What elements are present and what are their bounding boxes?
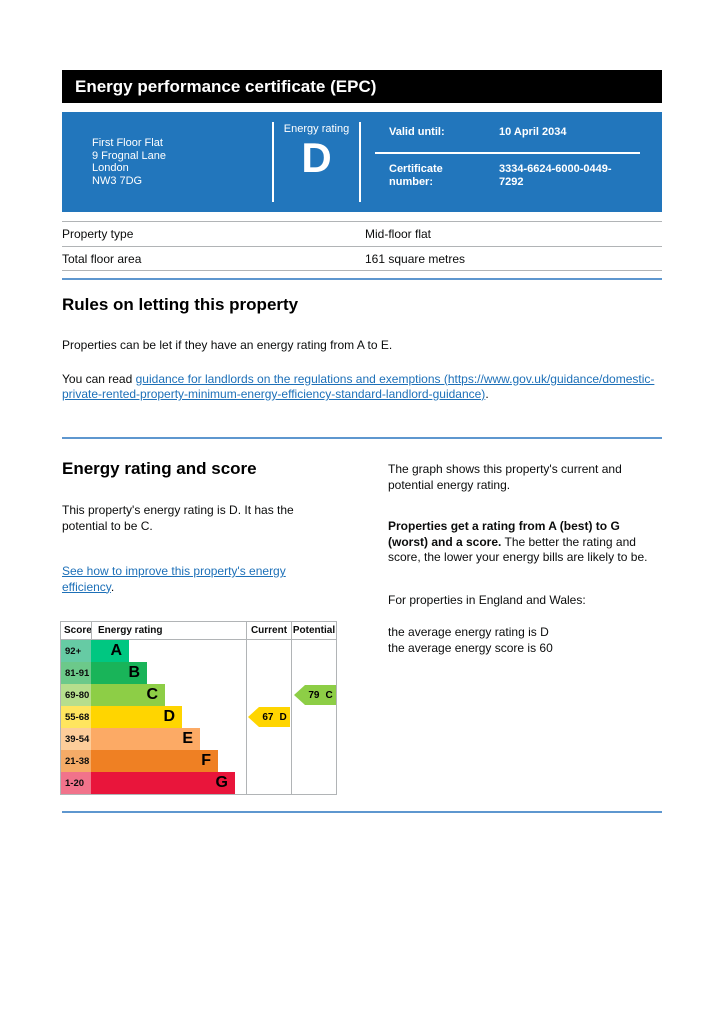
valid-until-value: 10 April 2034 xyxy=(499,126,567,138)
score-range: 92+ xyxy=(61,640,91,662)
band-bar-d xyxy=(91,706,182,728)
score-range: 69-80 xyxy=(61,684,91,706)
region-text: For properties in England and Wales: xyxy=(388,592,586,607)
energy-rating-label: Energy rating xyxy=(283,123,350,135)
epc-band-row-d xyxy=(61,706,336,728)
score-range: 55-68 xyxy=(61,706,91,728)
score-column-header: Score xyxy=(64,625,92,636)
address-line: London xyxy=(92,162,129,174)
rules-heading: Rules on letting this property xyxy=(62,295,299,314)
rating-column-header: Energy rating xyxy=(91,622,246,639)
average-score-line: the average energy score is 60 xyxy=(388,640,553,655)
current-score: 67 xyxy=(262,711,274,723)
arrow-tail xyxy=(248,707,259,727)
score-range: 1-20 xyxy=(61,772,91,794)
page-title: Energy performance certificate (EPC) xyxy=(75,77,377,96)
average-rating-text xyxy=(388,625,662,656)
chart-header-row xyxy=(61,622,336,640)
address-line: First Floor Flat xyxy=(92,137,163,149)
section-divider xyxy=(62,278,662,280)
address-line: NW3 7DG xyxy=(92,174,143,187)
band-bar-c xyxy=(91,684,165,706)
guidance-prefix: You can read xyxy=(62,371,136,386)
band-letter: F xyxy=(201,752,211,769)
section-divider xyxy=(62,437,662,439)
address-line: 9 Frognal Lane xyxy=(92,149,166,162)
table-row-floor-area xyxy=(62,246,662,271)
summary-panel xyxy=(62,112,662,212)
graph-intro-text: The graph shows this property's current and potential energy rating. xyxy=(388,462,622,492)
current-band-letter: D xyxy=(279,711,287,723)
current-column-header: Current xyxy=(246,622,291,639)
arrow-tail xyxy=(294,685,305,705)
rating-score-heading: Energy rating and score xyxy=(62,459,257,478)
epc-band-row-b xyxy=(61,662,336,684)
band-bar-b xyxy=(91,662,147,684)
improve-efficiency-link[interactable]: See how to improve this property's energy efficiency xyxy=(62,564,286,594)
band-letter: B xyxy=(128,664,140,681)
potential-column-header: Potential xyxy=(291,622,336,639)
rules-guidance-text xyxy=(62,372,662,403)
ratings-explained-text xyxy=(388,519,662,566)
validity-block xyxy=(361,112,662,212)
chart-body xyxy=(61,640,336,794)
ratings-bold-text: Properties get a rating from A (best) to G (worst) and a score. xyxy=(388,519,620,549)
rules-intro-text: Properties can be let if they have an energy rating from A to E. xyxy=(62,338,393,352)
property-details-table xyxy=(62,221,662,271)
band-bar-f xyxy=(91,750,218,772)
certificate-title-bar xyxy=(62,70,662,103)
row-value: 161 square metres xyxy=(365,251,466,266)
potential-rating-marker xyxy=(294,685,336,705)
epc-band-row-f xyxy=(61,750,336,772)
band-letter: G xyxy=(215,774,228,791)
band-bar-g xyxy=(91,772,235,794)
score-range: 81-91 xyxy=(61,662,91,684)
average-rating-line: the average energy rating is D xyxy=(388,625,549,639)
potential-band-letter: C xyxy=(325,689,333,701)
row-value: Mid-floor flat xyxy=(365,227,432,241)
score-range: 39-54 xyxy=(61,728,91,750)
band-bar-a xyxy=(91,640,129,662)
band-bar-e xyxy=(91,728,200,750)
certificate-number-label: Certificate number: xyxy=(389,163,443,188)
band-letter: A xyxy=(110,642,122,659)
epc-band-row-e xyxy=(61,728,336,750)
potential-score: 79 xyxy=(308,689,320,701)
sentence-end: . xyxy=(485,387,489,401)
epc-band-row-g xyxy=(61,772,336,794)
current-rating-marker xyxy=(248,707,290,727)
band-letter: E xyxy=(182,730,193,747)
landlord-guidance-link[interactable]: guidance for landlords on the regulations and exemptions (https://www.gov.uk/guidance/domestic-private-rented-property-minimum-energy-efficiency-standard-landlord-guidance) xyxy=(62,371,655,401)
improve-text xyxy=(62,564,334,595)
sentence-end: . xyxy=(110,579,115,594)
potential-rating-value xyxy=(305,685,336,705)
band-letter: D xyxy=(163,708,175,725)
epc-band-row-a xyxy=(61,640,336,662)
rules-section xyxy=(62,295,662,403)
property-address xyxy=(62,112,272,212)
score-range: 21-38 xyxy=(61,750,91,772)
band-letter: C xyxy=(146,686,158,703)
energy-rating-value: D xyxy=(301,134,332,181)
rating-explanation-column xyxy=(388,462,662,656)
section-divider xyxy=(62,811,662,813)
ratings-rest-text: The better the rating and score, the lower your energy bills are likely to be. xyxy=(388,534,648,564)
row-label: Property type xyxy=(62,227,134,241)
current-rating-value xyxy=(259,707,290,727)
certificate-number-value: 3334-6624-6000-0449-7292 xyxy=(499,163,612,188)
row-label: Total floor area xyxy=(62,251,142,266)
valid-until-label: Valid until: xyxy=(389,126,445,138)
table-row-property-type xyxy=(62,221,662,246)
epc-rating-chart xyxy=(60,621,337,795)
rating-score-text: This property's energy rating is D. It has the potential to be C. xyxy=(62,503,294,533)
energy-rating-block xyxy=(274,112,359,212)
rating-score-section xyxy=(62,459,362,595)
